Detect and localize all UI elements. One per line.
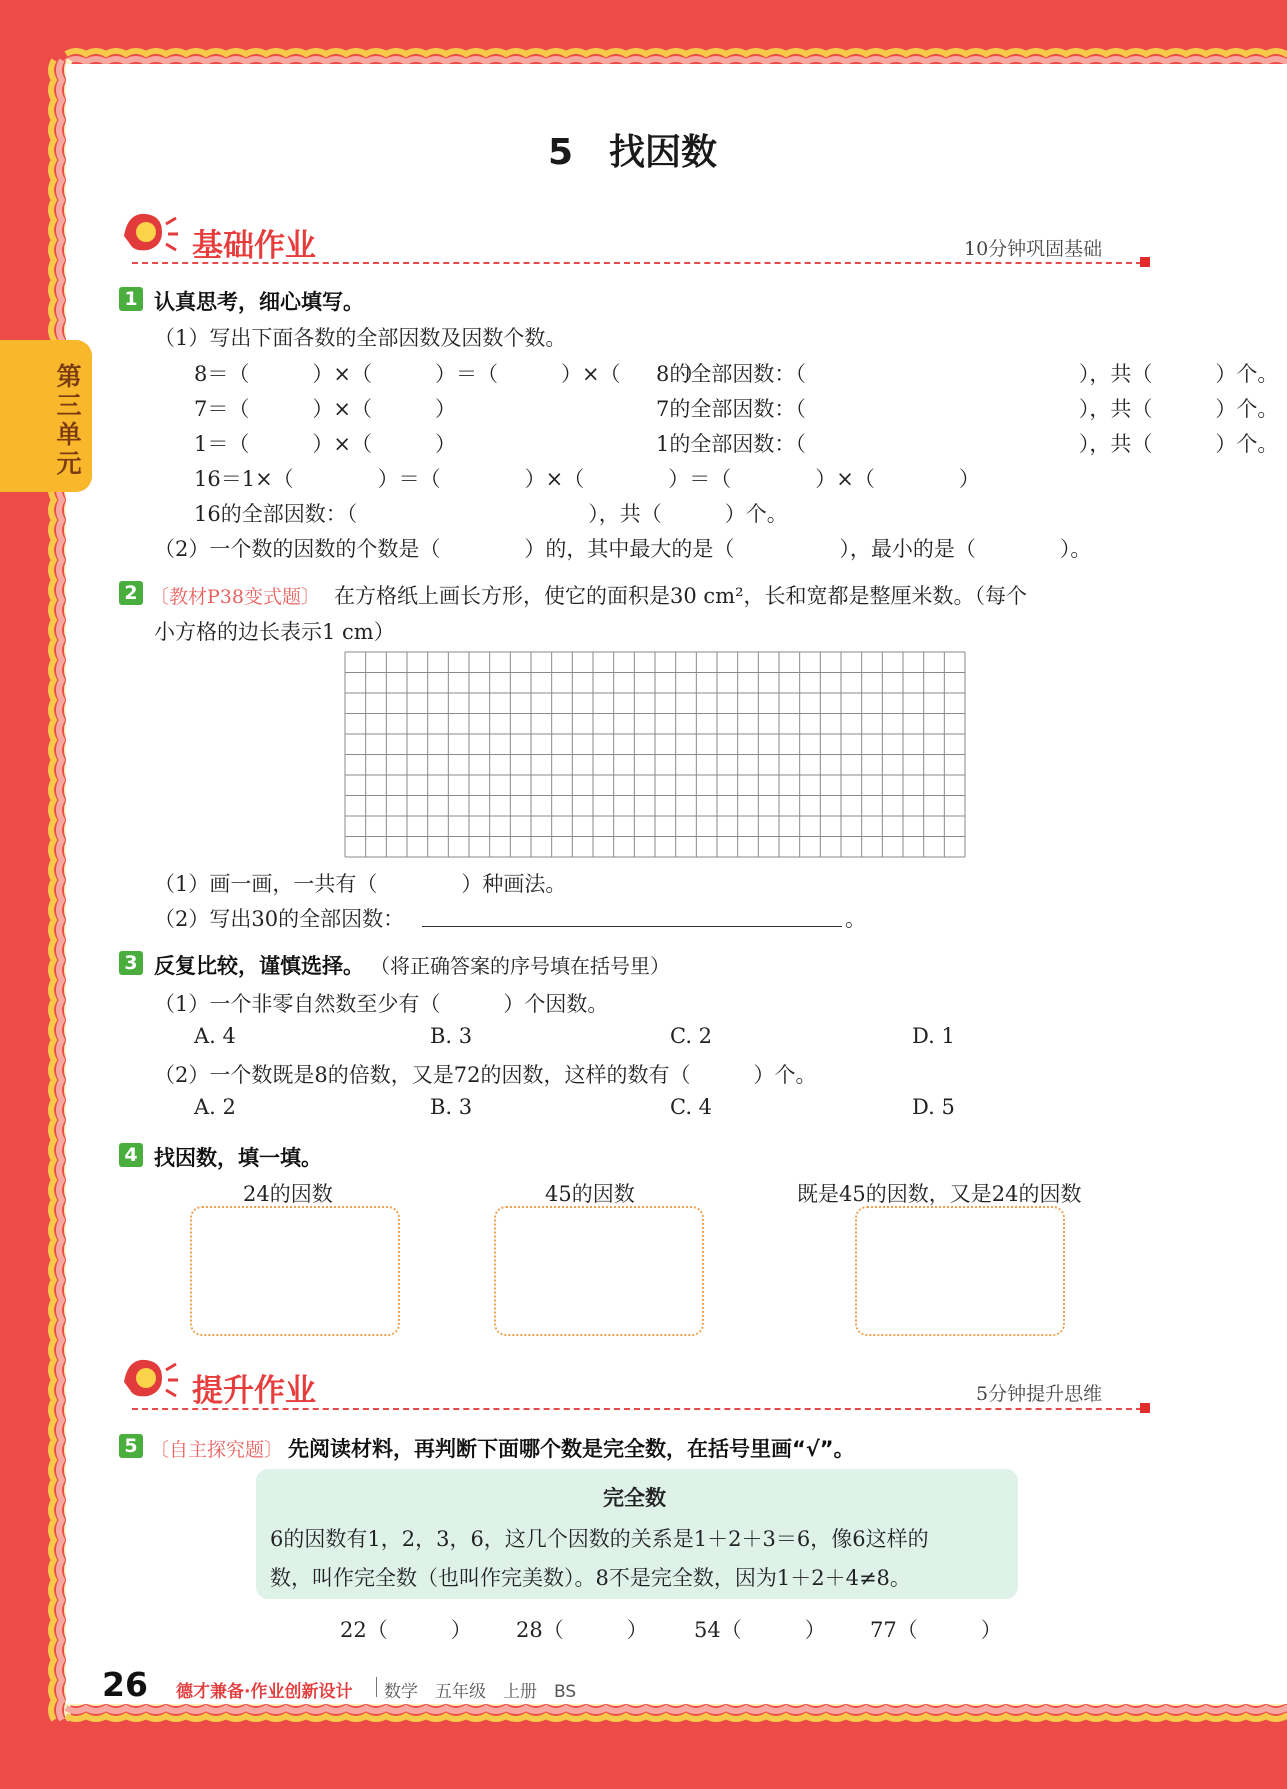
q3-item2-stem: （2）一个数既是8的倍数，又是72的因数，这样的数有（ ）个。 [154, 1063, 817, 1087]
q5-tag: 〔自主探究题〕 [150, 1439, 284, 1461]
q5-choice-28[interactable]: 28（ ） [516, 1618, 648, 1642]
page-number: 26 [102, 1665, 148, 1704]
question-number-3: 3 [119, 951, 143, 975]
footer-divider [376, 1677, 377, 1697]
divider-end-mark [1140, 257, 1150, 267]
q1-line-16-products: 16＝1×（ ）＝（ ）×（ ）＝（ ）×（ ） [194, 467, 980, 491]
section-advanced-note: 5分钟提升思维 [976, 1383, 1103, 1405]
q1-line-1-left: 1＝（ ）×（ ） [194, 432, 456, 456]
q4-box1-label: 24的因数 [243, 1182, 333, 1206]
q5-choice-54[interactable]: 54（ ） [694, 1618, 826, 1642]
lamp-icon [118, 206, 180, 258]
q4-heading: 找因数，填一填。 [154, 1146, 322, 1170]
q4-answer-box-common[interactable] [855, 1206, 1065, 1336]
q1-line-8-left: 8＝（ ）×（ ）＝（ ）×（ ） [194, 362, 705, 386]
q2-text-line2: 小方格的边长表示1 cm） [154, 620, 395, 644]
divider-end-mark [1140, 1403, 1150, 1413]
q4-box3-label: 既是45的因数，又是24的因数 [797, 1182, 1082, 1206]
q1-line-1-right: 1的全部因数：（ ），共（ ）个。 [656, 432, 1279, 456]
q3-item2-option-a[interactable]: A. 2 [194, 1095, 236, 1119]
footer-subtitle: 数学 五年级 上册 BS [384, 1682, 577, 1702]
q4-answer-box-24[interactable] [190, 1206, 400, 1336]
question-number-1: 1 [119, 287, 143, 311]
question-number-4: 4 [119, 1143, 143, 1167]
q3-item2-option-c[interactable]: C. 4 [670, 1095, 713, 1119]
square-grid-paper[interactable] [344, 651, 967, 859]
section-advanced-divider [132, 1408, 1142, 1410]
question-number-5: 5 [119, 1434, 143, 1458]
q3-heading: 反复比较，谨慎选择。 [154, 954, 364, 978]
q3-item2-option-d[interactable]: D. 5 [912, 1095, 955, 1119]
unit-tab: 第三单元 [0, 340, 92, 492]
section-basic-divider [132, 262, 1142, 264]
q2-answer-line[interactable] [422, 926, 842, 927]
q1-line-7-right: 7的全部因数：（ ），共（ ）个。 [656, 397, 1279, 421]
q2-part1: （1）画一画，一共有（ ）种画法。 [154, 872, 567, 896]
lamp-icon [118, 1352, 180, 1404]
footer-brand: 德才兼备·作业创新设计 [176, 1682, 353, 1702]
q1-part1-intro: （1）写出下面各数的全部因数及因数个数。 [154, 326, 567, 350]
q1-line-7-left: 7＝（ ）×（ ） [194, 397, 456, 421]
q2-part2-end: 。 [845, 907, 866, 931]
material-line1: 6的因数有1，2，3，6，这几个因数的关系是1＋2＋3＝6，像6这样的 [270, 1527, 929, 1551]
q5-choice-77[interactable]: 77（ ） [870, 1618, 1002, 1642]
q2-part2-label: （2）写出30的全部因数： [154, 907, 405, 931]
q4-box2-label: 45的因数 [545, 1182, 635, 1206]
q2-text-line1: 在方格纸上画长方形，使它的面积是30 cm²，长和宽都是整厘米数。（每个 [334, 584, 1027, 608]
q1-part2: （2）一个数的因数的个数是（ ）的，其中最大的是（ ），最小的是（ ）。 [154, 537, 1092, 561]
q3-item1-option-a[interactable]: A. 4 [194, 1024, 236, 1048]
material-line2: 数，叫作完全数（也叫作完美数）。8不是完全数，因为1＋2＋4≠8。 [270, 1566, 911, 1590]
material-title: 完全数 [603, 1486, 666, 1510]
q1-line-8-right: 8的全部因数：（ ），共（ ）个。 [656, 362, 1279, 386]
q4-answer-box-45[interactable] [494, 1206, 704, 1336]
q3-item1-stem: （1）一个非零自然数至少有（ ）个因数。 [154, 992, 609, 1016]
q3-item1-option-c[interactable]: C. 2 [670, 1024, 713, 1048]
q2-tag: 〔教材P38变式题〕 [150, 586, 320, 608]
page-title: 5 找因数 [548, 132, 718, 173]
q3-item1-option-d[interactable]: D. 1 [912, 1024, 955, 1048]
q1-heading: 认真思考，细心填写。 [154, 290, 364, 314]
q3-item1-option-b[interactable]: B. 3 [430, 1024, 473, 1048]
section-basic-title: 基础作业 [192, 228, 316, 264]
question-number-2: 2 [119, 581, 143, 605]
q3-heading-note: （将正确答案的序号填在括号里） [370, 954, 670, 978]
q1-line-16-factors: 16的全部因数：（ ），共（ ）个。 [194, 502, 788, 526]
q5-choice-22[interactable]: 22（ ） [340, 1618, 472, 1642]
section-advanced-title: 提升作业 [192, 1373, 316, 1409]
section-basic-note: 10分钟巩固基础 [964, 238, 1103, 260]
q5-heading: 先阅读材料，再判断下面哪个数是完全数，在括号里画“√”。 [288, 1437, 855, 1461]
q3-item2-option-b[interactable]: B. 3 [430, 1095, 473, 1119]
